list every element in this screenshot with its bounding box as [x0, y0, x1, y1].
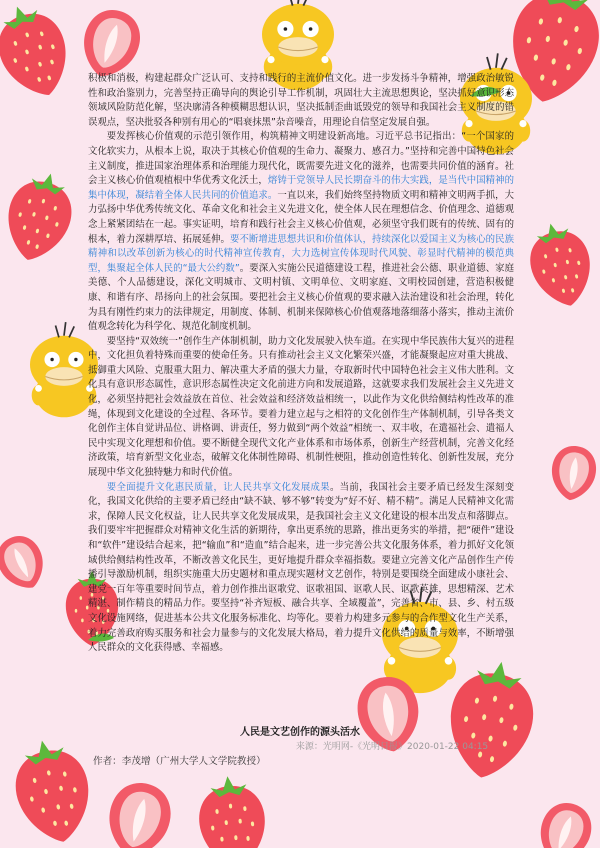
- article-source: 来源：光明网-《光明日报》2020-01-22 04:15: [295, 742, 489, 752]
- paragraph-2-text-b: 一直以来，我们始终坚持物质文明和精神文明两手抓，大力弘扬中华优秀传统文化、革命文化和社会主义先进文化，使全体人民在理想信念、价值理念、道德观念上紧紧团结在一起。事实证明，培育和践行社会主义核心价值观，必须坚守我们既有的传统、固有的根本，着力深耕厚培、拓展延伸。: [88, 189, 514, 245]
- paragraph-4: [88, 481, 514, 656]
- paragraph-2: [88, 130, 514, 334]
- paragraph-2-text-a: 要发挥核心价值观的示范引领作用，构筑精神文明建设新高地。习近平总书记指出：“一个国家的文化软实力，从根本上说，取决于其核心价值观的生命力、凝聚力、感召力。”坚持和完善中国特色社会主义制度，推进国家治理体系和治理能力现代化，既需要先进文化的滋养，也需要共同价值的涵育。社会主义核心价值观植根中华优秀文化沃土，: [88, 131, 514, 187]
- paragraph-3-text: 要坚持“双效统一”创作生产体制机制，助力文化发展驶入快车道。在实现中华民族伟大复兴的进程中，文化担负着特殊而重要的使命任务。只有推动社会主义文化繁荣兴盛，才能凝聚起应对重大挑战、抵御重大风险、克服重大阻力、解决重大矛盾的强大力量，夺取新时代中国特色社会主义伟大胜利。文化具有意识形态属性，意识形态属性决定文化前进方向和发展道路，这就要求我们发展社会主义先进文化，必须坚持把社会效益放在首位、社会效益和经济效益相统一，以此作为文化供给侧结构性改革的准绳，体现到文化建设的全过程、各环节。要着力建立起与之相符的文化创作生产体制机制，引导各类文化创作主体自觉讲品位、讲格调、讲责任，努力做到“两个效益”相统一、双丰收，在遣福社会、遣福人民中实现文化理想和价值。要不断健全现代文化产业体系和市场体系，创新生产经营机制，完善文化经济政策，培育新型文化业态，破解文化体制性障碍、机制性梗阻，推动创造性转化、创新性发展，充分展现中华文化独特魅力和时代价值。: [88, 335, 514, 479]
- article-body: [88, 72, 514, 656]
- highlight-link[interactable]: 要全面提升文化惠民质量，让人民共享文化发展成果: [106, 481, 330, 493]
- paragraph-4-text: 。当前，我国社会主要矛盾已经发生深刻变化，我国文化供给的主要矛盾已经由“缺不缺、够不够”转变为“好不好、精不精”。满足人民精神文化需求，保障人民文化权益，让人民共享文化发展成果，是我国社会主义文化建设的根本出发点和落脚点。我们要牢牢把握群众对精神文化生活的新期待，拿出更系统的思路，推出更务实的举措，把“硬件”建设和“软件”建设结合起来，把“输血”和“造血”结合起来，进一步完善公共文化服务体系，着力抓好文化领域供给侧结构性改革，不断改善文化民生，更好地提升群众幸福指数。要建立完善文化产品创作生产传播引导激励机制，组织实施重大历史题材和重点现实题材文艺创作，特别是要围绕全面建成小康社会、建党一百年等重要时间节点，着力创作推出讴歌党、讴歌祖国、讴歌人民、讴歌英雄，思想精深、艺术精湛、制作精良的精品力作。要坚持“补齐短板、融合共享、全域覆盖”，完善省、市、县、乡、村五级文化设施网络，促进基本公共文化服务标准化、均等化。要着力构建多元参与的合作型文化生产关系，着力完善政府购买服务和社会力量参与的文化发展大格局，着力提升文化供给的质量与效率，不断增强人民群众的文化获得感、幸福感。: [88, 481, 514, 654]
- article-title: 人民是文艺创作的源头活水: [240, 727, 360, 738]
- article-author: 作者：李茂增（广州大学人文学院教授）: [93, 756, 266, 767]
- paragraph-1-text: 积极和消极，构建起群众广泛认可、支持和践行的主流价值文化。进一步发扬斗争精神，增强政治敏锐性和政治鉴别力，完善坚持正确导向的舆论引导工作机制，巩固壮大主流思想舆论，坚决抓好意识形态领域风险防范化解，坚决廓清各种模糊思想认识，坚决抵制歪曲诋毁党的领导和我国社会主义制度的错误观点，坚决批驳各种别有用心的“唱衰抹黑”杂音噪音，用理论自信坚定发展自强。: [88, 73, 514, 128]
- paragraph-3: [88, 335, 514, 481]
- paragraph-1: [88, 72, 514, 130]
- highlight-link[interactable]: 熔铸于党领导人民长期奋斗的伟大实践，是当代中国精神的集中体现，凝结着全体人民共同的价值追求。: [88, 175, 514, 201]
- paragraph-2-text-c: 。要深入实施公民道德建设工程，推进社会公德、职业道德、家庭美德、个人品德建设，深化文明城市、文明村镇、文明单位、文明家庭、文明校园创建，营造积极健康、和谐有序、昂扬向上的社会氛围。要把社会主义核心价值观的要求融入法治建设和社会治理，转化为具有刚性约束力的法律规定，用制度、体制、机制来保障核心价值观落地落细落小落实，推动主流价值观念转化为科学化、规范化制度机制。: [88, 262, 514, 333]
- highlight-link[interactable]: 要不断增进思想共识和价值体认，持续深化以爱国主义为核心的民族精神和以改革创新为核心的时代精神宣传教育，大力选树宣传体现时代风貌、彰显时代精神的模范典型，集聚起全体人民的“最大公约数”: [88, 233, 514, 274]
